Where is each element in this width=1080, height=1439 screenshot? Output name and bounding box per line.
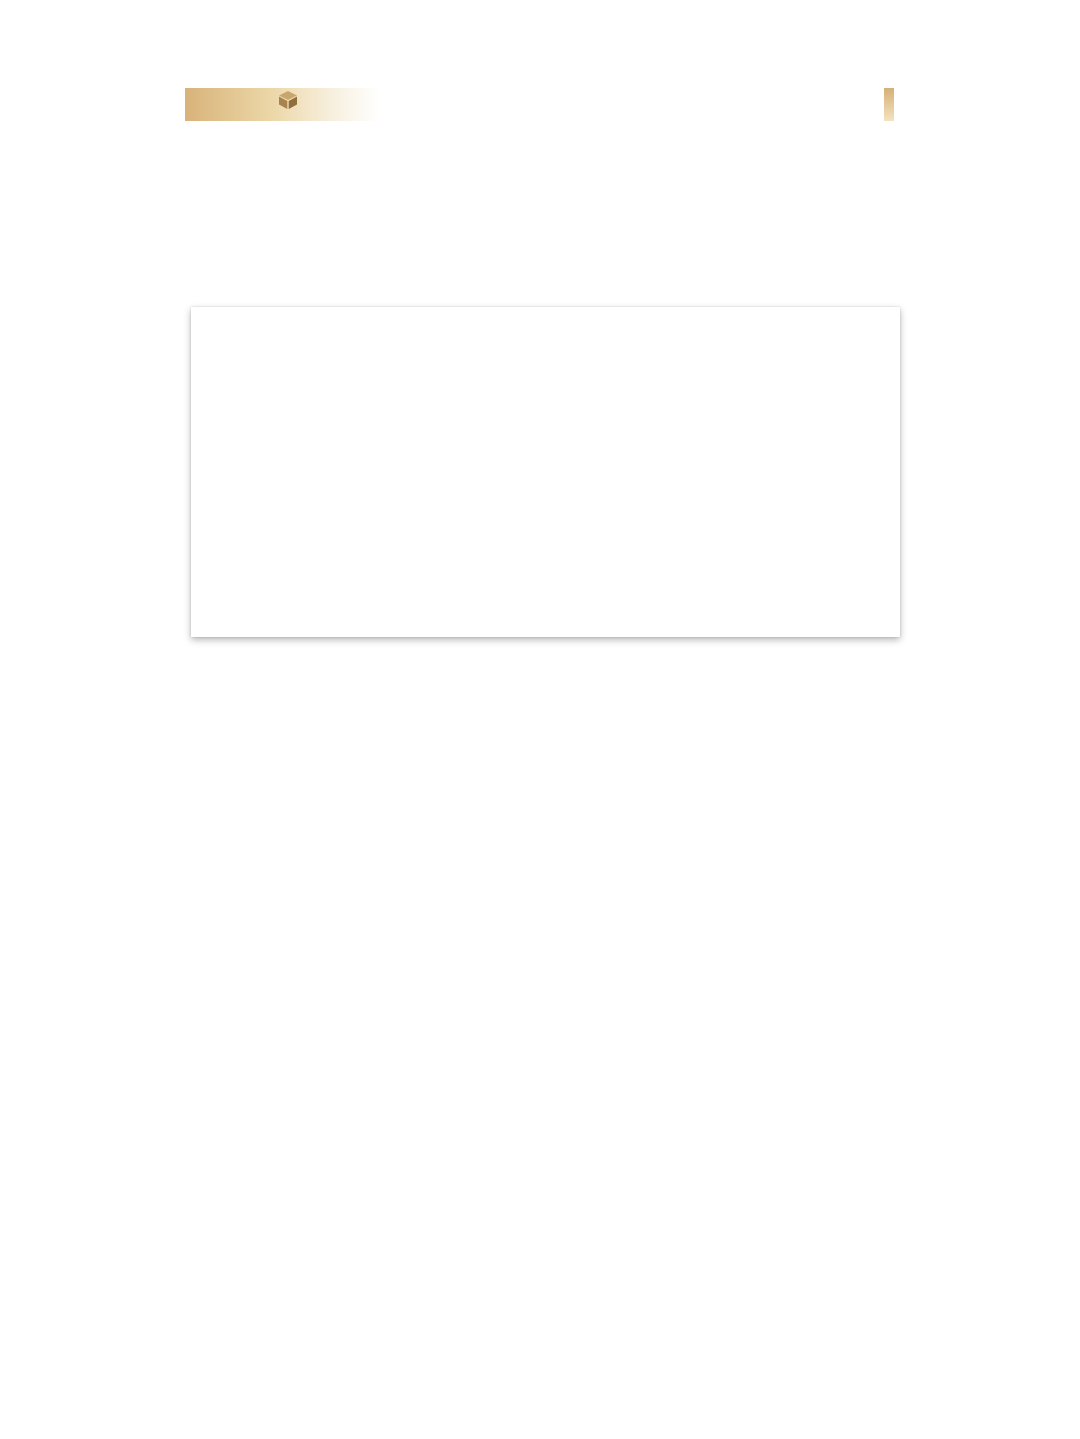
- yingke-logo: [278, 90, 302, 110]
- cube-logo-icon: [278, 90, 298, 110]
- evolution-figure: [191, 307, 900, 637]
- header-accent-bar: [884, 88, 894, 121]
- stage-arrows: [191, 307, 900, 457]
